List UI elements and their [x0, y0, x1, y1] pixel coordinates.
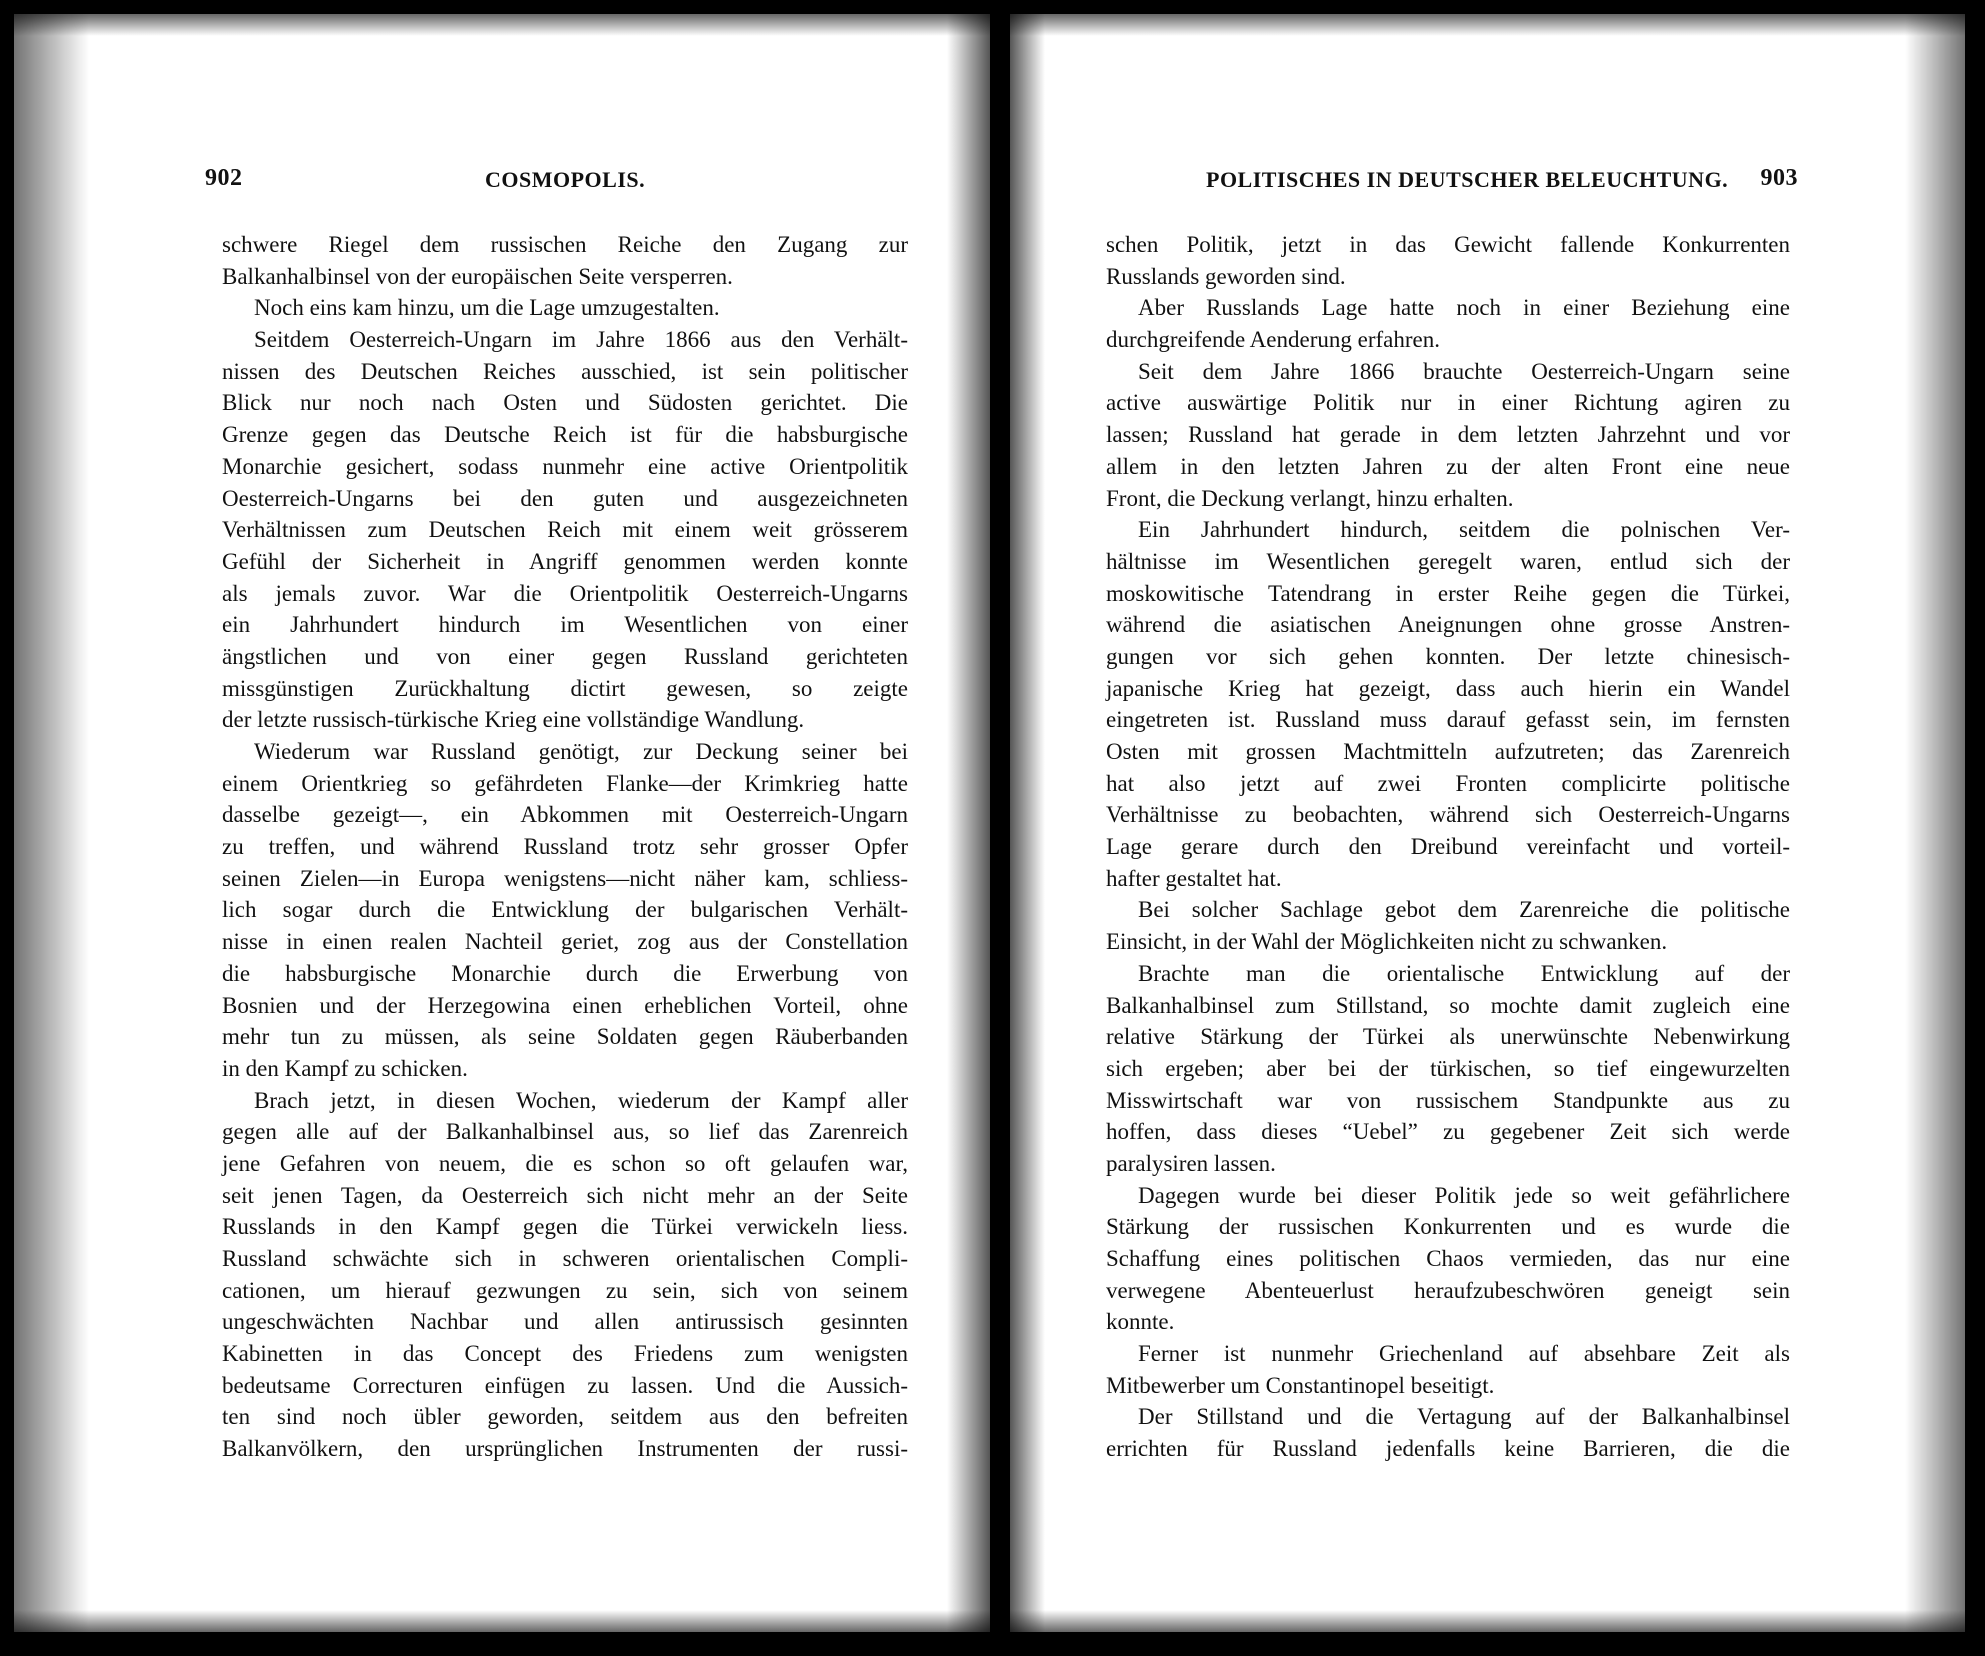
text-line: schwere Riegel dem russischen Reiche den Zugang zur — [222, 232, 908, 257]
text-line: der letzte russisch-türkische Krieg eine vollständige Wandlung. — [222, 707, 805, 733]
text-line: konnte. — [1106, 1309, 1175, 1335]
text-line: Misswirtschaft war von russischem Standpunkte aus zu — [1106, 1087, 1790, 1113]
text-line: paralysiren lassen. — [1106, 1150, 1276, 1176]
text-line: hat also jetzt auf zwei Fronten complicirte politische — [1106, 770, 1790, 796]
text-line: ein Jahrhundert hindurch im Wesentlichen von einer — [222, 612, 908, 638]
text-line: Front, die Deckung verlangt, hinzu erhalten. — [1106, 485, 1514, 511]
text-line: Oesterreich-Ungarns bei den guten und ausgezeichneten — [222, 485, 908, 511]
text-line: Schaffung eines politischen Chaos vermieden, das nur eine — [1106, 1246, 1790, 1271]
text-line: Balkanvölkern, den ursprünglichen Instrumenten der russi- — [222, 1436, 908, 1462]
text-line: bedeutsame Correcturen einfügen zu lassen. Und die Aussich- — [222, 1372, 908, 1398]
text-line: nissen des Deutschen Reiches ausschied, ist sein politischer — [222, 358, 908, 384]
text-line: Ferner ist nunmehr Griechenland auf absehbare Zeit als — [1138, 1341, 1790, 1367]
text-line: Bosnien und der Herzegowina einen erheblichen Vorteil, ohne — [222, 992, 908, 1018]
text-line: seinen Zielen—in Europa wenigstens—nicht näher kam, schliess- — [222, 865, 908, 891]
text-line: Einsicht, in der Wahl der Möglichkeiten nicht zu schwanken. — [1106, 929, 1668, 955]
text-line: Aber Russlands Lage hatte noch in einer Beziehung eine — [1138, 295, 1790, 321]
page-bottom-edge — [14, 1610, 1002, 1632]
text-line: active auswärtige Politik nur in einer Richtung agiren zu — [1106, 390, 1790, 416]
text-line: cationen, um hierauf gezwungen zu sein, sich von seinem — [222, 1277, 908, 1303]
text-line: Blick nur noch nach Osten und Südosten gerichtet. Die — [222, 390, 908, 416]
text-line: Bei solcher Sachlage gebot dem Zarenreiche die politische — [1138, 897, 1790, 923]
text-line: Kabinetten in das Concept des Friedens zum wenigsten — [222, 1341, 908, 1367]
text-line: Dagegen wurde bei dieser Politik jede so weit gefährlichere — [1138, 1182, 1790, 1208]
text-line: Wiederum war Russland genötigt, zur Deckung seiner bei — [254, 739, 908, 764]
text-line: Grenze gegen das Deutsche Reich ist für die habsburgische — [222, 422, 908, 448]
text-line: als jemals zuvor. War die Orientpolitik Oesterreich-Ungarns — [222, 580, 908, 606]
left-running-header — [205, 165, 915, 195]
text-line: Der Stillstand und die Vertagung auf der Balkanhalbinsel — [1138, 1404, 1790, 1430]
text-line: einem Orientkrieg so gefährdeten Flanke—der Krimkrieg hatte — [222, 770, 908, 796]
page-edge-shadow — [1905, 14, 1965, 1632]
text-line: lich sogar durch die Entwicklung der bulgarischen Verhält- — [222, 897, 908, 923]
text-line: jene Gefahren von neuem, die es schon so oft gelaufen war, — [222, 1150, 908, 1176]
text-line: Verhältnissen zum Deutschen Reich mit einem weit grösserem — [222, 517, 908, 543]
book-spine — [990, 0, 1010, 1656]
text-line: lassen; Russland hat gerade in dem letzten Jahrzehnt und vor — [1106, 422, 1790, 448]
text-line: schen Politik, jetzt in das Gewicht fallende Konkurrenten — [1106, 232, 1790, 257]
text-line: ungeschwächten Nachbar und allen antirussisch gesinnten — [222, 1309, 908, 1335]
text-line: während die asiatischen Aneignungen ohne grosse Anstren- — [1106, 612, 1790, 638]
text-line: Osten mit grossen Machtmitteln aufzutreten; das Zarenreich — [1106, 739, 1790, 764]
text-line: errichten für Russland jedenfalls keine Barrieren, die die — [1106, 1436, 1790, 1462]
text-line: hafter gestaltet hat. — [1106, 865, 1282, 891]
text-line: Russlands in den Kampf gegen die Türkei verwickeln liess. — [222, 1214, 908, 1240]
left-page-body-text — [222, 229, 908, 1465]
text-line: moskowitische Tatendrang in erster Reihe gegen die Türkei, — [1106, 580, 1790, 606]
text-line: hältnisse im Wesentlichen geregelt waren, entlud sich der — [1106, 548, 1790, 574]
text-line: Gefühl der Sicherheit in Angriff genommen werden konnte — [222, 548, 908, 574]
text-line: durchgreifende Aenderung erfahren. — [1106, 327, 1440, 353]
running-title: POLITISCHES IN DEUTSCHER BELEUCHTUNG. — [1206, 167, 1729, 192]
right-page-body-text — [1106, 229, 1790, 1465]
text-line: gungen vor sich gehen konnten. Der letzte chinesisch- — [1106, 643, 1790, 669]
page-top-edge — [1000, 14, 1965, 36]
right-running-header — [1096, 165, 1798, 195]
text-line: Seitdem Oesterreich-Ungarn im Jahre 1866 aus den Verhält- — [254, 327, 908, 353]
text-line: eingetreten ist. Russland muss darauf gefasst sein, im fernsten — [1106, 707, 1790, 733]
text-line: sich ergeben; aber bei der türkischen, so tief eingewurzelten — [1106, 1055, 1790, 1081]
text-line: relative Stärkung der Türkei als unerwünschte Nebenwirkung — [1106, 1024, 1790, 1050]
text-line: verwegene Abenteuerlust heraufzubeschwören geneigt sein — [1106, 1277, 1790, 1303]
page-bottom-edge — [1000, 1610, 1965, 1632]
text-line: Balkanhalbinsel zum Stillstand, so mochte damit zugleich eine — [1106, 992, 1790, 1018]
text-line: zu treffen, und während Russland trotz sehr grosser Opfer — [222, 834, 908, 860]
text-line: Russlands geworden sind. — [1106, 263, 1346, 289]
text-line: in den Kampf zu schicken. — [222, 1055, 468, 1081]
text-line: Brachte man die orientalische Entwicklung auf der — [1138, 960, 1790, 986]
text-line: Mitbewerber um Constantinopel beseitigt. — [1106, 1372, 1495, 1398]
text-line: japanische Krieg hat gezeigt, dass auch hierin ein Wandel — [1106, 675, 1790, 701]
text-line: allem in den letzten Jahren zu der alten Front eine neue — [1106, 453, 1790, 479]
text-line: Stärkung der russischen Konkurrenten und es wurde die — [1106, 1214, 1790, 1240]
text-line: dasselbe gezeigt—, ein Abkommen mit Oesterreich-Ungarn — [222, 802, 908, 828]
text-line: die habsburgische Monarchie durch die Erwerbung von — [222, 960, 908, 986]
text-line: ten sind noch übler geworden, seitdem aus den befreiten — [222, 1404, 908, 1430]
page-edge-shadow — [14, 14, 89, 1632]
text-line: missgünstigen Zurückhaltung dictirt gewesen, so zeigte — [222, 675, 908, 701]
text-line: Ein Jahrhundert hindurch, seitdem die polnischen Ver- — [1138, 517, 1790, 543]
text-line: Brach jetzt, in diesen Wochen, wiederum der Kampf aller — [254, 1087, 908, 1113]
text-line: gegen alle auf der Balkanhalbinsel aus, so lief das Zarenreich — [222, 1119, 908, 1145]
text-line: nisse in einen realen Nachteil geriet, zog aus der Constellation — [222, 929, 908, 955]
text-line: Monarchie gesichert, sodass nunmehr eine active Orientpolitik — [222, 453, 908, 479]
text-line: Seit dem Jahre 1866 brauchte Oesterreich-Ungarn seine — [1138, 358, 1790, 384]
text-line: hoffen, dass dieses “Uebel” zu gegebener Zeit sich werde — [1106, 1119, 1790, 1145]
text-line: Lage gerare durch den Dreibund vereinfacht und vorteil- — [1106, 834, 1790, 860]
running-title: COSMOPOLIS. — [485, 167, 646, 192]
text-line: Verhältnisse zu beobachten, während sich Oesterreich-Ungarns — [1106, 802, 1790, 828]
page-number: 903 — [1760, 165, 1798, 191]
text-line: ängstlichen und von einer gegen Russland gerichteten — [222, 643, 908, 669]
text-line: mehr tun zu müssen, als seine Soldaten gegen Räuberbanden — [222, 1024, 908, 1050]
text-line: seit jenen Tagen, da Oesterreich sich nicht mehr an der Seite — [222, 1182, 908, 1208]
page-top-edge — [14, 14, 1002, 36]
text-line: Balkanhalbinsel von der europäischen Seite versperren. — [222, 263, 733, 289]
text-line: Noch eins kam hinzu, um die Lage umzugestalten. — [254, 295, 720, 321]
text-line: Russland schwächte sich in schweren orientalischen Compli- — [222, 1246, 908, 1271]
page-number: 902 — [205, 165, 243, 191]
